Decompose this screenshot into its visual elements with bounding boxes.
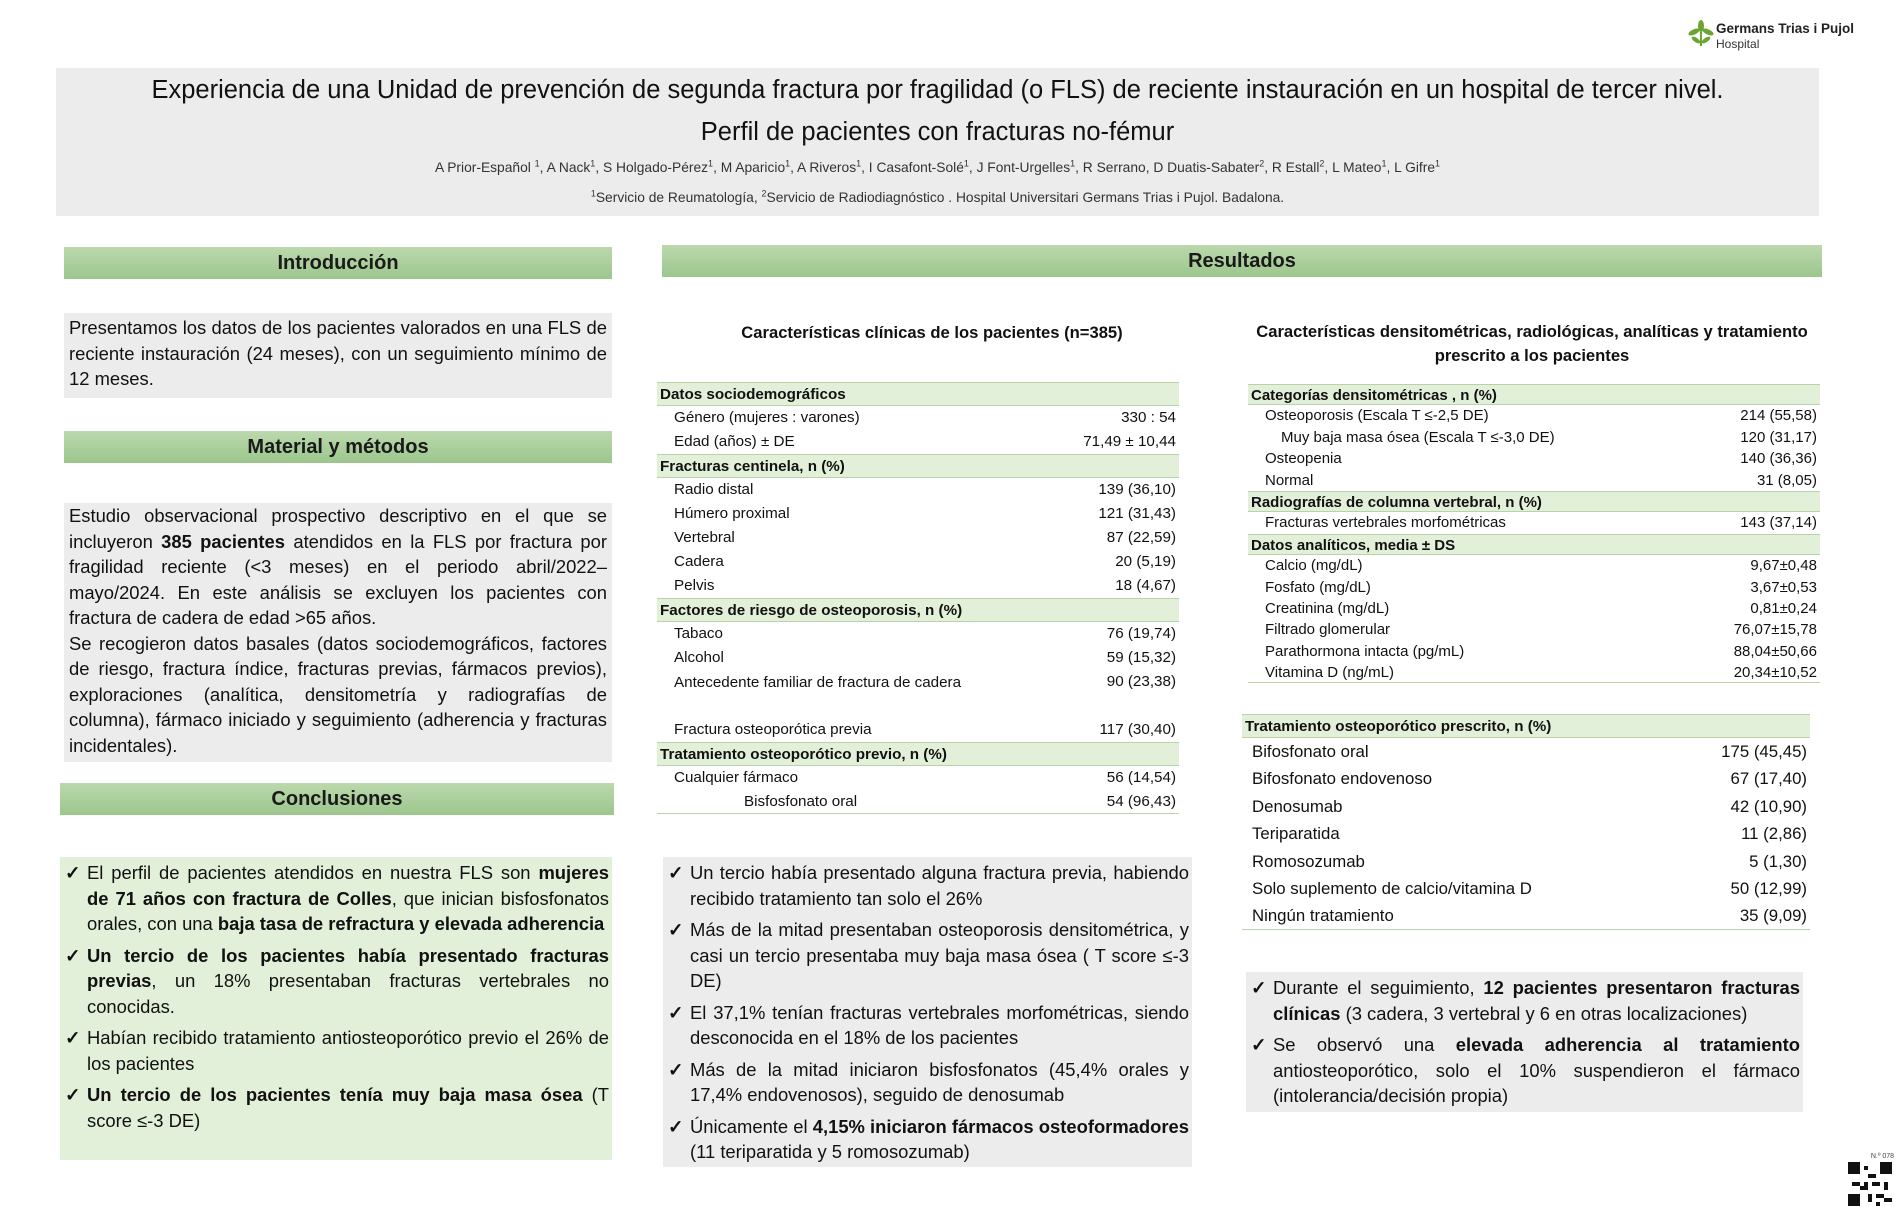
bullet-text-bold: elevada adherencia al tratamiento — [1455, 1034, 1800, 1055]
row-label: Cualquier fármaco — [674, 769, 799, 786]
row-value: 76 (19,74) — [1106, 625, 1176, 642]
row-label: Osteoporosis (Escala T ≤-2,5 DE) — [1265, 407, 1489, 425]
bullet-text: Habían recibido tratamiento antiosteoporótico previo el 26% de los pacientes — [87, 1027, 609, 1074]
author-affiliation-mark: 1 — [708, 158, 714, 169]
bullet-text: Más de la mitad presentaban osteoporosis densitométrica, y casi un tercio presentaba muy baja masa ósea ( T score ≤-3 DE) — [690, 919, 1189, 991]
row-label: Calcio (mg/dL) — [1265, 557, 1363, 575]
row-label: Solo suplemento de calcio/vitamina D — [1252, 878, 1532, 898]
author-name: , M Aparicio — [713, 160, 786, 175]
check-icon: ✓ — [1251, 1034, 1267, 1055]
row-label: Vitamina D (ng/mL) — [1265, 664, 1394, 682]
row-value: 214 (55,58) — [1740, 407, 1817, 425]
bullet-text-bold: baja tasa de refractura y elevada adherencia — [217, 913, 605, 934]
author-name: , A Nack — [539, 160, 591, 175]
row-value: 35 (9,09) — [1739, 906, 1807, 926]
table3-title: Tratamiento osteoporótico prescrito, n (%) — [1242, 714, 1810, 738]
table-row — [1248, 405, 1820, 426]
row-value: 50 (12,99) — [1730, 878, 1807, 898]
row-value: 42 (10,90) — [1730, 796, 1807, 816]
bullet-text: Durante el seguimiento, — [1273, 977, 1484, 998]
author-name: , R Estall — [1264, 160, 1320, 175]
row-label: Denosumab — [1252, 796, 1343, 816]
row-label: Género (mujeres : varones) — [674, 409, 860, 426]
row-label: Húmero proximal — [674, 505, 790, 522]
table-row — [657, 670, 1179, 718]
clinical-table — [657, 382, 1179, 814]
author-affiliation-mark: 1 — [590, 158, 596, 169]
row-label: Bisfosfonato oral — [744, 793, 858, 810]
poster-number: N.º 078 — [1870, 1153, 1894, 1160]
qr-code — [1848, 1153, 1894, 1216]
author-affiliation-mark: 2 — [1319, 158, 1325, 169]
conclusions-box — [60, 857, 612, 1160]
table-section-header: Tratamiento osteoporótico previo, n (%) — [657, 742, 1179, 766]
row-label: Fosfato (mg/dL) — [1265, 578, 1371, 596]
table-section-header: Datos sociodemográficos — [657, 382, 1179, 406]
author-affiliation-mark: 1 — [785, 158, 791, 169]
author-affiliation-mark: 1 — [856, 158, 862, 169]
row-label: Alcohol — [674, 649, 724, 666]
table-row — [657, 406, 1179, 430]
row-value: 59 (15,32) — [1106, 649, 1176, 666]
row-value: 71,49 ± 10,44 — [1083, 433, 1176, 450]
table-row — [657, 550, 1179, 574]
table-row — [657, 790, 1179, 814]
row-label: Edad (años) ± DE — [674, 433, 795, 450]
row-value: 87 (22,59) — [1106, 529, 1176, 546]
bullet-item — [666, 1000, 1189, 1051]
row-value: 11 (2,86) — [1741, 824, 1807, 844]
table-row — [1248, 641, 1820, 662]
row-label: Normal — [1265, 471, 1314, 489]
bullet-item — [666, 917, 1189, 994]
bullet-text: , un 18% presentaban fracturas vertebrales no conocidas. — [87, 970, 609, 1017]
table-row — [1242, 902, 1810, 929]
check-icon: ✓ — [668, 919, 684, 940]
check-icon: ✓ — [668, 862, 684, 883]
poster-title: Experiencia de una Unidad de prevención de segunda fractura por fragilidad (o FLS) de reciente instauración en un hospital de tercer nivel. — [151, 76, 1724, 104]
author-name: , I Casafont-Solé — [861, 160, 964, 175]
row-value: 18 (4,67) — [1115, 577, 1176, 594]
bullet-text: antiosteoporótico, solo el 10% suspendieron el fármaco (intolerancia/decisión propia) — [1273, 1059, 1800, 1106]
poster-subtitle: Perfil de pacientes con fracturas no-fémur — [700, 118, 1175, 146]
followup-list — [1249, 975, 1800, 1109]
table-row — [657, 574, 1179, 598]
row-label: Bifosfonato endovenoso — [1252, 769, 1433, 789]
bullet-item — [1249, 975, 1800, 1026]
row-value: 140 (36,36) — [1740, 450, 1817, 468]
bullet-item — [666, 1114, 1189, 1165]
row-label: Osteopenia — [1265, 450, 1342, 468]
author-name: , L Gifre — [1386, 160, 1436, 175]
check-icon: ✓ — [668, 1058, 684, 1080]
check-icon: ✓ — [65, 944, 81, 966]
table-row — [1248, 619, 1820, 640]
row-label: Vertebral — [674, 529, 735, 546]
table-section-header: Datos analíticos, media ± DS — [1248, 534, 1820, 555]
poster-header — [56, 68, 1819, 216]
table-row — [1242, 765, 1810, 792]
row-value: 88,04±50,66 — [1733, 642, 1817, 660]
conclusions-heading: Conclusiones — [60, 783, 614, 815]
row-label: Bifosfonato oral — [1252, 742, 1369, 761]
author-affiliation-mark: 2 — [1259, 158, 1265, 169]
bullet-text: El 37,1% tenían fracturas vertebrales morfométricas, siendo desconocida en el 18% de los pacientes — [690, 1001, 1189, 1048]
author-affiliation-mark: 1 — [534, 158, 540, 169]
table-row — [1248, 512, 1820, 533]
intro-text: Presentamos los datos de los pacientes valorados en una FLS de reciente instauración (24 meses), con un seguimiento mínimo de 12 meses. — [64, 313, 612, 398]
logo-subtitle: Hospital — [1716, 37, 1760, 51]
bullet-item — [666, 1057, 1189, 1108]
table-row — [657, 526, 1179, 550]
row-value: 31 (8,05) — [1756, 471, 1817, 489]
results-heading: Resultados — [662, 245, 1822, 277]
conclusions-list — [63, 860, 609, 1133]
densitometry-table — [1248, 384, 1820, 683]
table-row — [1248, 662, 1820, 683]
row-label: Parathormona intacta (pg/mL) — [1265, 642, 1465, 660]
author-name: , R Serrano, D Duatis-Sabater — [1075, 160, 1260, 175]
bullet-item — [63, 943, 609, 1020]
row-value: 330 : 54 — [1121, 409, 1176, 426]
bullet-item — [63, 1082, 609, 1133]
table-row — [1248, 577, 1820, 598]
check-icon: ✓ — [65, 1027, 81, 1048]
bullet-text-bold: Un tercio de los pacientes había presentado fracturas previas — [87, 944, 609, 991]
row-label: Ningún tratamiento — [1252, 906, 1394, 926]
bullet-text: (T score ≤-3 DE) — [87, 1084, 610, 1131]
row-value: 20 (5,19) — [1115, 553, 1176, 570]
table-row — [1242, 738, 1810, 765]
row-value: 56 (14,54) — [1106, 769, 1176, 786]
table-row — [657, 502, 1179, 526]
affiliations: $^1$Servicio de Reumatología, $^2$Servicio de Radiodiagnóstico . Hospital Universitari Germans Trias i Pujol. Badalona. — [590, 188, 1285, 205]
check-icon: ✓ — [668, 1115, 684, 1137]
author-affiliation-mark: 1 — [1435, 158, 1441, 169]
bullet-item — [63, 1025, 609, 1076]
row-value: 117 (30,40) — [1099, 721, 1176, 738]
table-row — [1242, 793, 1810, 820]
methods-text: Estudio observacional prospectivo descriptivo en el que se incluyeron 385 pacientes atendidos en la FLS por fractura por fragilidad reciente (<3 meses) en el periodo abril/2022–mayo/2024. En este análisis se excluyen los pacientes con fractura de cadera de edad >65 años. Se recogieron datos basales (datos sociodemográficos, factores de riesgo, fractura índice, fracturas previas, fármacos previos), exploraciones (analítica, densitometría y radiografías de columna), fármaco iniciado y seguimiento (adherencia y fracturas incidentales). — [64, 503, 612, 762]
table-section-header: Categorías densitométricas , n (%) — [1248, 384, 1820, 405]
results-summary-box — [663, 857, 1192, 1167]
row-value: 5 (1,30) — [1749, 851, 1807, 871]
row-value: 120 (31,17) — [1740, 428, 1817, 446]
check-icon: ✓ — [65, 1084, 81, 1105]
author-affiliation-mark: 1 — [1070, 158, 1076, 169]
author-list — [56, 160, 1819, 175]
author-affiliation-mark: 1 — [1381, 158, 1387, 169]
table-row — [657, 646, 1179, 670]
bullet-text: (11 teriparatida y 5 romosozumab) — [690, 1141, 970, 1162]
row-value: 9,67±0,48 — [1750, 557, 1817, 575]
bullet-item — [63, 860, 609, 937]
bullet-text-bold: mujeres de 71 años con fractura de Colles — [87, 862, 609, 909]
bullet-text: Más de la mitad iniciaron bisfosfonatos (45,4% orales y 17,4% endovenosos), seguido de denosumab — [690, 1058, 1189, 1105]
treatment-table — [1242, 714, 1810, 930]
table-row — [1248, 598, 1820, 619]
row-label: Tabaco — [674, 625, 723, 642]
results-summary-list — [666, 860, 1189, 1165]
table-row — [657, 430, 1179, 454]
bullet-text: El perfil de pacientes atendidos en nuestra FLS son — [87, 862, 539, 883]
table-row — [657, 718, 1179, 742]
author-name: , J Font-Urgelles — [968, 160, 1071, 175]
table-row — [1248, 470, 1820, 491]
row-label: Creatinina (mg/dL) — [1265, 599, 1390, 617]
methods-heading: Material y métodos — [64, 431, 612, 463]
table2-title: Características densitométricas, radiológicas, analíticas y tratamiento prescrito a los pacientes — [1256, 322, 1808, 365]
table-row — [657, 622, 1179, 646]
bullet-text: Un tercio había presentado alguna fractura previa, habiendo recibido tratamiento tan solo el 26% — [690, 862, 1189, 909]
check-icon: ✓ — [65, 862, 81, 883]
row-value: 143 (37,14) — [1740, 514, 1817, 532]
bullet-text: (3 cadera, 3 vertebral y 6 en otras localizaciones) — [1340, 1002, 1748, 1024]
author-name: , L Mateo — [1324, 160, 1382, 175]
logo-name: Germans Trias i Pujol — [1716, 21, 1855, 36]
intro-heading: Introducción — [64, 247, 612, 279]
author-affiliation-mark: 1 — [963, 158, 969, 169]
bullet-text-bold: Un tercio de los pacientes tenía muy baja masa ósea — [87, 1084, 583, 1105]
bullet-text: Se observó una — [1273, 1034, 1456, 1055]
table-row — [1248, 448, 1820, 469]
followup-box — [1246, 972, 1803, 1112]
check-icon: ✓ — [1251, 977, 1267, 998]
row-label: Muy baja masa ósea (Escala T ≤-3,0 DE) — [1281, 428, 1555, 446]
bullet-item — [666, 860, 1189, 911]
table-row — [1242, 848, 1810, 875]
table-section-header: Radiografías de columna vertebral, n (%) — [1248, 491, 1820, 512]
row-label: Filtrado glomerular — [1265, 621, 1391, 639]
qr-code-icon — [1848, 1162, 1892, 1206]
check-icon: ✓ — [668, 1001, 684, 1023]
row-value: 139 (36,10) — [1098, 481, 1176, 498]
bullet-text-bold: 4,15% iniciaron fármacos osteoformadores — [812, 1115, 1189, 1137]
row-value: 3,67±0,53 — [1750, 578, 1817, 596]
author-name: , S Holgado-Pérez — [595, 160, 709, 175]
bullet-item — [1249, 1032, 1800, 1109]
row-value: 121 (31,43) — [1098, 505, 1176, 522]
row-value: 90 (23,38) — [1106, 673, 1176, 690]
table-row — [1248, 427, 1820, 448]
row-label: Teriparatida — [1252, 824, 1340, 844]
table-section-header: Factores de riesgo de osteoporosis, n (%) — [657, 598, 1179, 622]
hospital-logo — [1688, 18, 1855, 52]
row-label: Radio distal — [674, 481, 754, 498]
table-row — [657, 766, 1179, 790]
table-section-header: Fracturas centinela, n (%) — [657, 454, 1179, 478]
table-row — [657, 478, 1179, 502]
row-value: 67 (17,40) — [1730, 769, 1807, 789]
bullet-text: Únicamente el — [690, 1115, 813, 1137]
row-label: Antecedente familiar de fractura de cadera — [674, 674, 962, 691]
row-value: 76,07±15,78 — [1733, 621, 1817, 639]
leaf-icon — [1688, 20, 1714, 48]
row-label: Fractura osteoporótica previa — [674, 721, 872, 738]
row-label: Pelvis — [674, 577, 715, 594]
author-name: A Prior-Español — [434, 160, 535, 175]
row-label: Romosozumab — [1252, 851, 1365, 871]
row-label: Fracturas vertebrales morfométricas — [1265, 514, 1506, 532]
row-label: Cadera — [674, 553, 724, 570]
author-name: , A Riveros — [790, 160, 857, 175]
table-row — [1248, 555, 1820, 576]
row-value: 54 (96,43) — [1106, 793, 1176, 810]
row-value: 175 (45,45) — [1721, 742, 1807, 761]
table-row — [1242, 875, 1810, 902]
bullet-text-bold: 12 pacientes presentaron fracturas clínicas — [1273, 977, 1800, 1024]
table-row — [1242, 820, 1810, 847]
row-value: 0,81±0,24 — [1750, 599, 1817, 617]
table1-title: Características clínicas de los pacientes (n=385) — [741, 323, 1123, 342]
row-value: 20,34±10,52 — [1733, 664, 1817, 682]
bullet-text: , que inician bisfosfonatos orales, con una — [87, 887, 609, 934]
